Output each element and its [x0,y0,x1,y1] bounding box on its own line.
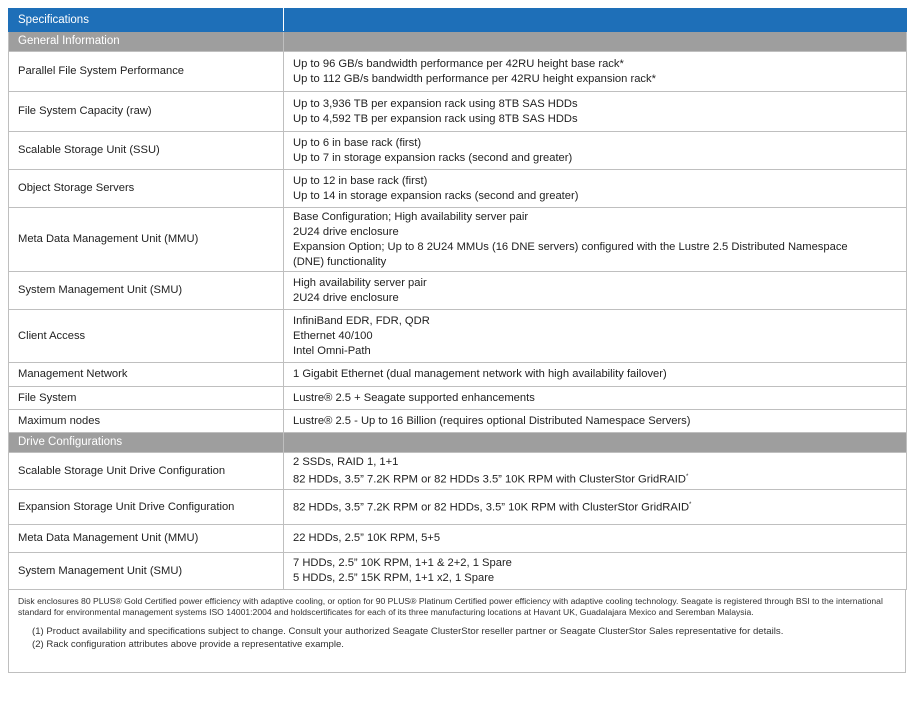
spec-value-line: Up to 6 in base rack (first) [293,136,422,149]
spec-value [284,410,907,433]
spec-value-line: Ethernet 40/100 [293,329,373,342]
spec-label: Management Network [9,363,284,387]
table-row [9,410,907,433]
footnote-1: (1) Product availability and specifications subject to change. Consult your authorized Seagate ClusterStor reseller partner or Seagate ClusterStor Sales representative for details. [32,625,784,637]
table-row [9,92,907,132]
spec-value [284,52,907,92]
footnotes-block [8,590,906,673]
table-row [9,490,907,525]
spec-value-line: Lustre® 2.5 + Seagate supported enhancements [293,391,535,404]
table-row [9,453,907,490]
spec-value [284,208,907,272]
spec-value [284,310,907,363]
spec-value-line: 2 SSDs, RAID 1, 1+1 [293,455,399,468]
spec-value [284,453,907,490]
spec-label: Scalable Storage Unit (SSU) [9,132,284,170]
table-row [9,132,907,170]
spec-value-line: Intel Omni-Path [293,344,371,357]
spec-label: Parallel File System Performance [9,52,284,92]
spec-value-line: 5 HDDs, 2.5” 15K RPM, 1+1 x2, 1 Spare [293,572,495,584]
spec-value-line: Up to 3,936 TB per expansion rack using 8TB SAS HDDs [293,97,578,110]
spec-value-line: Up to 96 GB/s bandwidth performance per 42RU height base rack* [293,57,624,70]
table-row [9,387,907,410]
spec-value [284,387,907,410]
table-row [9,52,907,92]
spec-label: Client Access [9,310,284,363]
spec-value [284,490,907,525]
spec-value [284,132,907,170]
spec-label: Meta Data Management Unit (MMU) [9,525,284,553]
compliance-note: Disk enclosures 80 PLUS® Gold Certified power efficiency with adaptive cooling, or option for 90 PLUS® Platinum Certified power efficiency with adaptive cooling technology. Seagate is registered through BSI to the international standard for environmental management systems ISO 14001:2004 and holdscertificates for each of its three manufacturing locations at Havant UK, Guadalajara Mexico and Seremban Malaysia. [18,596,883,618]
spec-value [284,272,907,310]
section-title: General Information [9,32,284,52]
spec-value-line: Up to 12 in base rack (first) [293,174,428,187]
spec-value-line: InfiniBand EDR, FDR, QDR [293,314,430,327]
spec-label: System Management Unit (SMU) [9,553,284,590]
section-header [9,32,907,52]
table-row [9,363,907,387]
spec-value-line: Lustre® 2.5 - Up to 16 Billion (requires optional Distributed Namespace Servers) [293,414,691,427]
spec-value-line: 7 HDDs, 2.5” 10K RPM, 1+1 & 2+2, 1 Spare [293,557,512,569]
spec-label: File System Capacity (raw) [9,92,284,132]
spec-value-line: (DNE) functionality [293,255,387,268]
spec-label: System Management Unit (SMU) [9,272,284,310]
spec-value-line: Expansion Option; Up to 8 2U24 MMUs (16 DNE servers) configured with the Lustre 2.5 Distributed Namespace [293,240,848,253]
spec-value-line: 82 HDDs, 3.5” 7.2K RPM or 82 HDDs, 3.5” 10K RPM with ClusterStor GridRAID* [293,501,692,514]
spec-label: Maximum nodes [9,410,284,433]
spec-label: Scalable Storage Unit Drive Configuration [9,453,284,490]
section-header-blank [284,32,907,52]
header-title: Specifications [9,9,284,32]
section-header-blank [284,433,907,453]
spec-value-line: Up to 4,592 TB per expansion rack using 8TB SAS HDDs [293,112,578,125]
table-row [9,208,907,272]
spec-value-line: 1 Gigabit Ethernet (dual management network with high availability failover) [293,368,667,380]
spec-value-line: High availability server pair [293,276,427,289]
spec-label: Object Storage Servers [9,170,284,208]
specifications-sheet [8,8,906,673]
spec-value-line: Up to 14 in storage expansion racks (second and greater) [293,189,579,202]
spec-value-line: 2U24 drive enclosure [293,225,399,238]
spec-value-line: 22 HDDs, 2.5” 10K RPM, 5+5 [293,532,441,544]
spec-value-line: Up to 112 GB/s bandwidth performance per 42RU height expansion rack* [293,72,656,85]
spec-value-line: 82 HDDs, 3.5” 7.2K RPM or 82 HDDs 3.5” 10K RPM with ClusterStor GridRAID* [293,473,689,486]
spec-label: Meta Data Management Unit (MMU) [9,208,284,272]
spec-value [284,170,907,208]
spec-value-line: 2U24 drive enclosure [293,291,399,304]
spec-value-line: Base Configuration; High availability server pair [293,210,529,223]
table-row [9,170,907,208]
spec-label: File System [9,387,284,410]
table-row [9,272,907,310]
header-right [284,9,907,32]
spec-value [284,553,907,590]
section-title: Drive Configurations [9,433,284,453]
spec-value-line: Up to 7 in storage expansion racks (second and greater) [293,151,573,164]
table-row [9,310,907,363]
spec-label: Expansion Storage Unit Drive Configuration [9,490,284,525]
specifications-table [8,8,907,590]
footnote-2: (2) Rack configuration attributes above provide a representative example. [32,638,344,650]
spec-value [284,363,907,387]
spec-value [284,92,907,132]
table-row [9,525,907,553]
table-row [9,553,907,590]
table-header [9,9,907,32]
spec-value [284,525,907,553]
section-header [9,433,907,453]
